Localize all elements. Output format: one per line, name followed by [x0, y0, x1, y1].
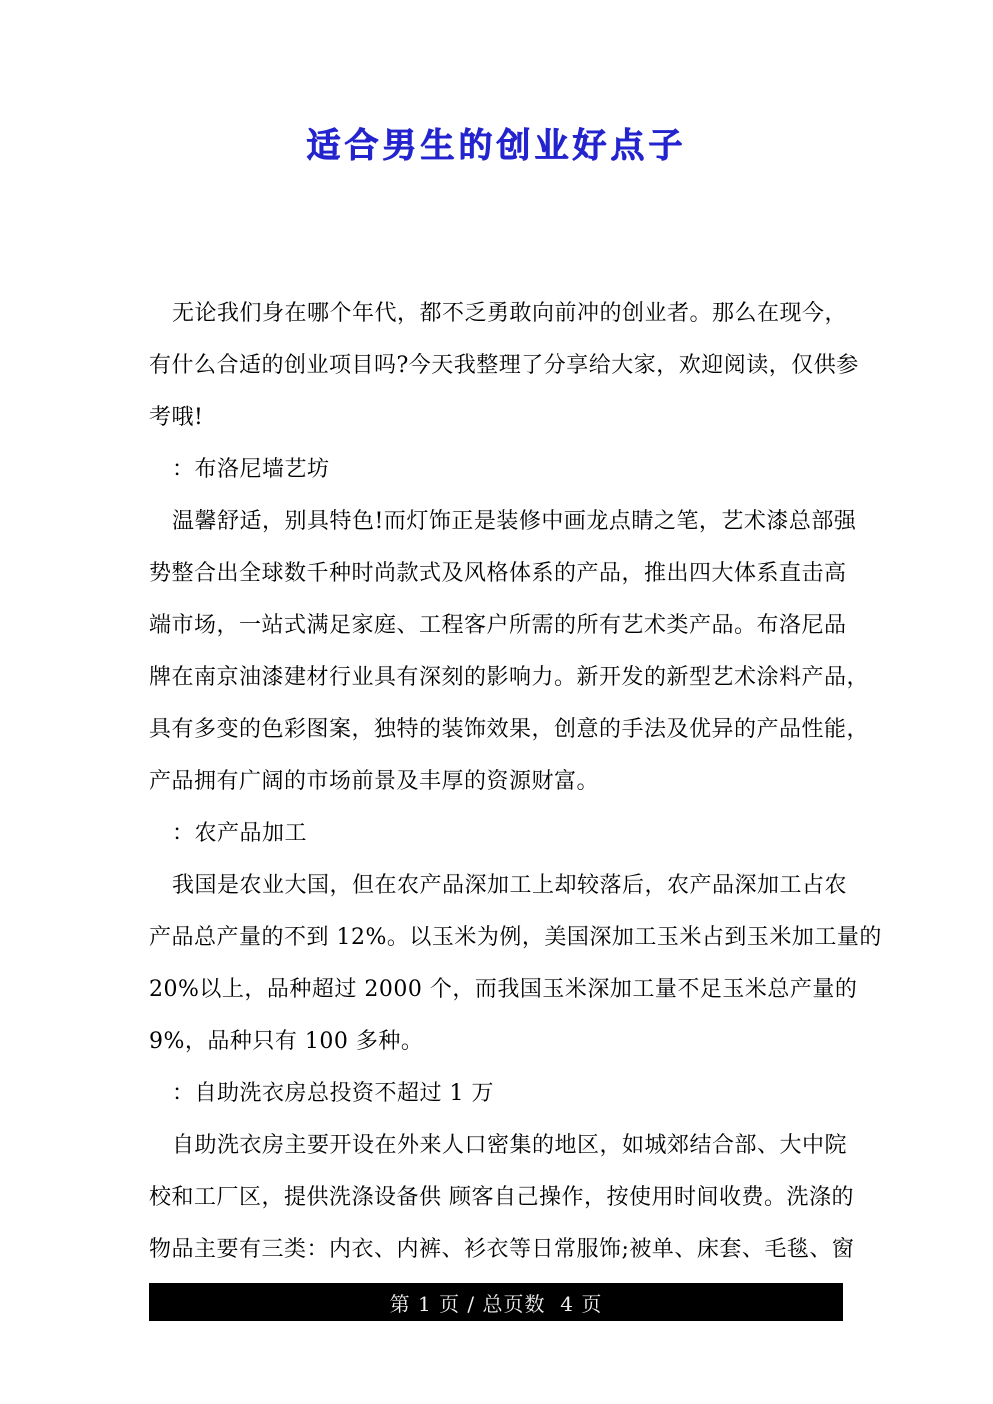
section-heading-line: ：农产品加工	[172, 821, 308, 846]
document-body	[149, 288, 882, 1276]
paragraph-line: 具有多变的色彩图案，独特的装饰效果，创意的手法及优异的产品性能，	[149, 717, 870, 742]
section-heading-line: ：布洛尼墙艺坊	[172, 457, 330, 482]
paragraph-line: 牌在南京油漆建材行业具有深刻的影响力。新开发的新型艺术涂料产品，	[149, 665, 870, 690]
paragraph-line: 势整合出全球数千种时尚款式及风格体系的产品，推出四大体系直击高	[149, 561, 847, 586]
document-title: 适合男生的创业好点子	[306, 126, 687, 166]
paragraph-line: 无论我们身在哪个年代，都不乏勇敢向前冲的创业者。那么在现今，	[172, 301, 848, 326]
paragraph-line: 物品主要有三类：内衣、内裤、衫衣等日常服饰;被单、床套、毛毯、窗	[149, 1237, 855, 1262]
page-footer-bar	[149, 1283, 843, 1321]
paragraph-line: 端市场，一站式满足家庭、工程客户所需的所有艺术类产品。布洛尼品	[149, 613, 847, 638]
paragraph-line: 我国是农业大国，但在农产品深加工上却较落后，农产品深加工占农	[172, 873, 848, 898]
page-number: 第 1 页 / 总页数 4 页	[389, 1291, 603, 1316]
paragraph-line: 9%，品种只有 100 多种。	[149, 1029, 424, 1054]
paragraph-line: 自助洗衣房主要开设在外来人口密集的地区，如城郊结合部、大中院	[172, 1133, 848, 1158]
paragraph-line: 校和工厂区，提供洗涤设备供 顾客自己操作，按使用时间收费。洗涤的	[149, 1185, 854, 1210]
paragraph-line: 产品总产量的不到 12%。以玉米为例，美国深加工玉米占到玉米加工量的	[149, 925, 882, 950]
paragraph-line: 20%以上，品种超过 2000 个，而我国玉米深加工量不足玉米总产量的	[149, 977, 858, 1002]
paragraph-line: 有什么合适的创业项目吗?今天我整理了分享给大家，欢迎阅读，仅供参	[149, 353, 859, 378]
section-heading-line: ：自助洗衣房总投资不超过 1 万	[172, 1081, 494, 1106]
paragraph-line: 温馨舒适，别具特色!而灯饰正是装修中画龙点睛之笔，艺术漆总部强	[172, 509, 857, 534]
paragraph-line: 考哦!	[149, 405, 204, 430]
paragraph-line: 产品拥有广阔的市场前景及丰厚的资源财富。	[149, 769, 600, 794]
